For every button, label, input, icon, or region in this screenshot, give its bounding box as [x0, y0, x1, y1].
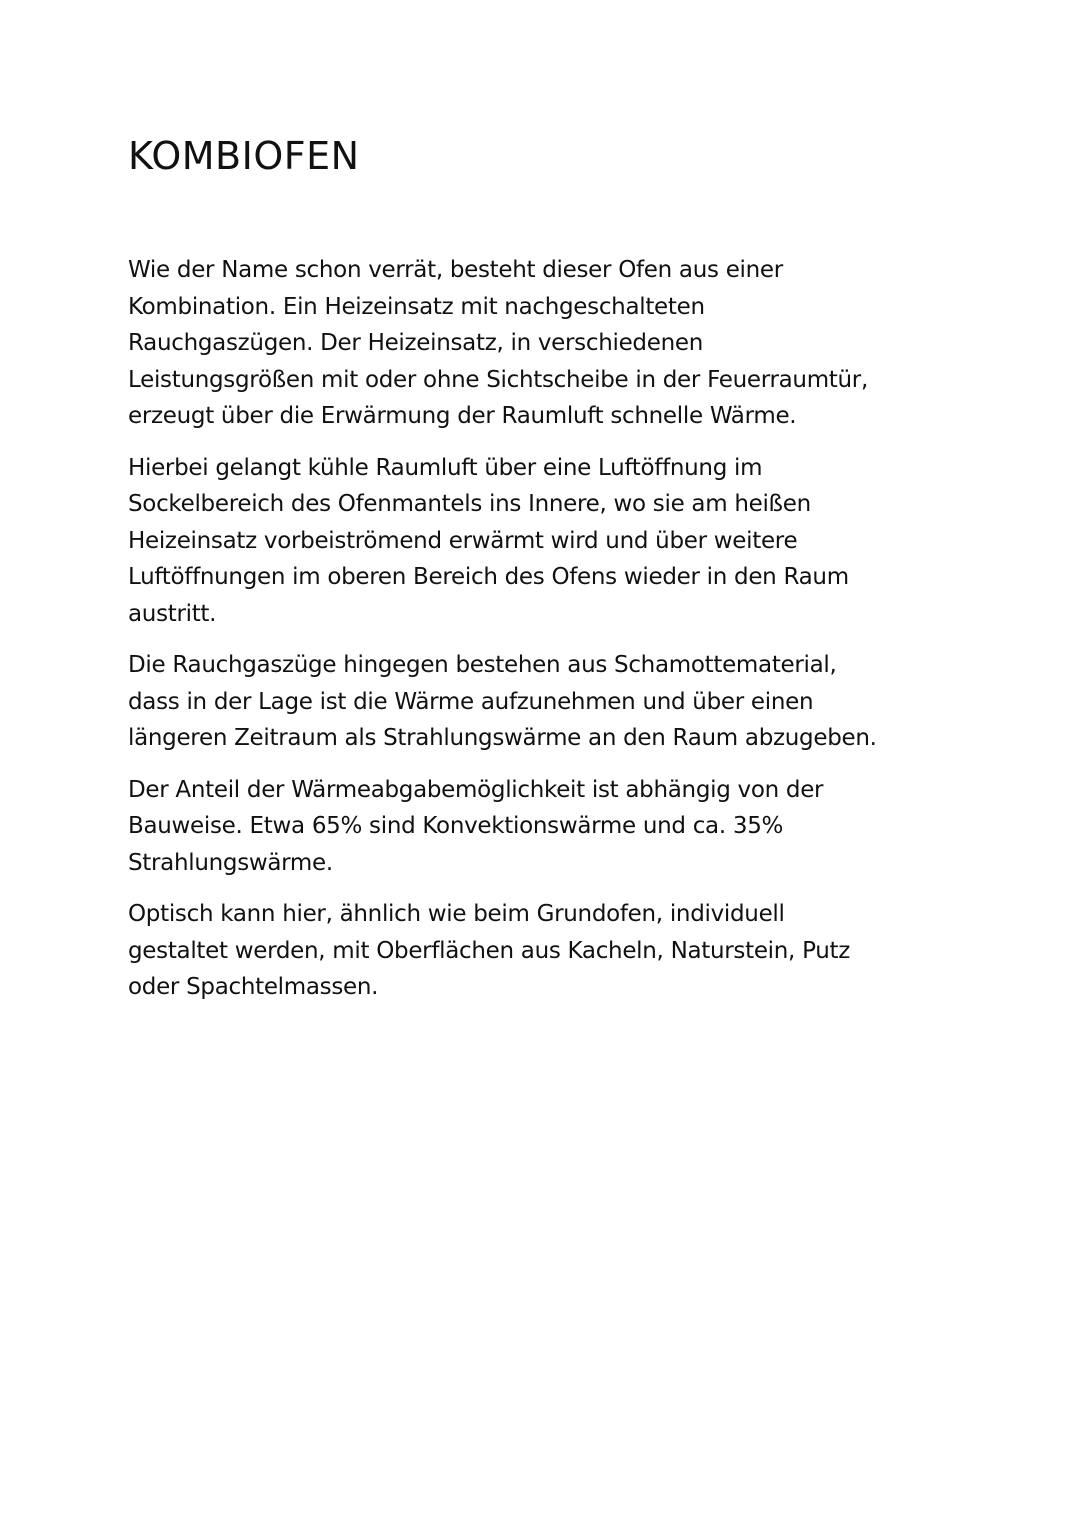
text-line: Leistungsgrößen mit oder ohne Sichtscheibe in der Feuerraumtür, [128, 366, 868, 393]
text-line: Die Rauchgaszüge hingegen bestehen aus Schamottematerial, [128, 652, 837, 678]
text-line: längeren Zeitraum als Strahlungswärme an den Raum abzugeben. [128, 725, 877, 751]
paragraph-design [128, 896, 958, 1006]
paragraph-air-flow [128, 450, 958, 633]
text-line: Der Anteil der Wärmeabgabemöglichkeit ist abhängig von der [128, 776, 824, 803]
text-line: Rauchgaszügen. Der Heizeinsatz, in verschiedenen [128, 330, 703, 356]
text-line: erzeugt über die Erwärmung der Raumluft schnelle Wärme. [128, 403, 797, 429]
text-line: Luftöffnungen im oberen Bereich des Ofens wieder in den Raum [128, 564, 849, 590]
text-line: Wie der Name schon verrät, besteht dieser Ofen aus einer [128, 257, 783, 283]
paragraph-heat-share [128, 772, 958, 882]
text-line: dass in der Lage ist die Wärme aufzunehmen und über einen [128, 688, 814, 715]
text-line: Optisch kann hier, ähnlich wie beim Grundofen, individuell [128, 901, 785, 927]
text-line: austritt. [128, 600, 217, 627]
page-title: KOMBIOFEN [128, 134, 360, 178]
text-line: Bauweise. Etwa 65% sind Konvektionswärme und ca. 35% [128, 813, 784, 839]
body-text [128, 252, 958, 1021]
paragraph-flue-passages [128, 647, 958, 757]
text-line: Hierbei gelangt kühle Raumluft über eine Luftöffnung im [128, 454, 763, 481]
text-line: Heizeinsatz vorbeiströmend erwärmt wird und über weitere [128, 527, 798, 554]
paragraph-combination [128, 252, 958, 435]
text-line: Sockelbereich des Ofenmantels ins Innere, wo sie am heißen [128, 491, 811, 517]
text-line: gestaltet werden, mit Oberflächen aus Kacheln, Naturstein, Putz [128, 937, 850, 964]
text-line: Strahlungswärme. [128, 849, 333, 876]
text-line: Kombination. Ein Heizeinsatz mit nachgeschalteten [128, 293, 705, 320]
text-line: oder Spachtelmassen. [128, 974, 379, 1000]
